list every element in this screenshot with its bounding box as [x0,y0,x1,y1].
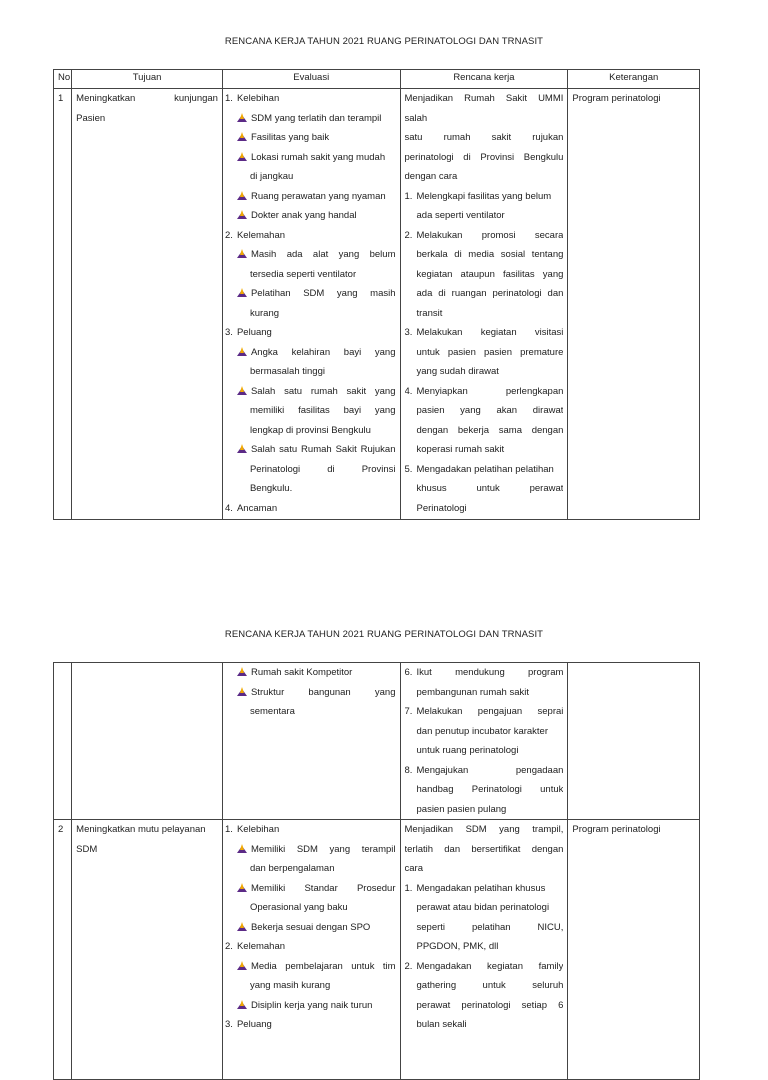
work-plan-table [53,69,700,520]
row-number: 1 [54,89,72,520]
page-title-2: RENCANA KERJA TAHUN 2021 RUANG PERINATOLOGI DAN TRNASIT [224,629,544,640]
list-item: 1. Melengkapi fasilitas yang belum [404,190,552,202]
keterangan-cell: Program perinatologi [568,89,700,520]
bullet-icon [237,148,251,168]
list-item: Disiplin kerja yang naik turun [225,996,396,1016]
list-item: Media pembelajaran untuk tim [225,957,396,977]
bullet-icon [237,957,251,977]
bullet-icon [237,440,251,460]
list-item: 2. Melakukan promosi secara [404,229,564,241]
bullet-icon [237,187,251,207]
bullet-icon [237,840,251,860]
list-item: 8. Mengajukan pengadaan [404,764,564,776]
bullet-icon [237,683,251,703]
bullet-icon [237,109,251,129]
list-item: 2. Mengadakan kegiatan family [404,960,564,972]
work-plan-table-continued [53,662,700,1080]
list-item: 3. Melakukan kegiatan visitasi [404,327,564,338]
list-item: Masih ada alat yang belum [225,245,396,265]
keterangan-cell: Program perinatologi [568,820,700,1080]
list-heading: 4. Ancaman [224,502,278,514]
rencana-kerja-cell: Menjadikan Rumah Sakit UMMI salah satu rumah sakit rujukan perinatologi di Provinsi Bengkulu dengan cara 1. Melengkapi fasilitas yang belum ada seperti ventilator 2. Melakukan promosi secara berkala di media sosial tentang kegiatan ataupun fasilitas yang ada di ruangan perinatologi dan transit 3. Melakukan kegiatan visitasi untuk pasien pasien premature yang sudah dirawat 4. Menyiapkan perlengkapan pasien yang akan dirawat dengan bekerja sama dengan koperasi rumah sakit 5. Mengadakan pelatihan pelatihan khusus untuk perawat Perinatologi [400,89,568,520]
list-item: 7. Melakukan pengajuan seprai [404,706,564,717]
evaluasi-cell: Rumah sakit Kompetitor Struktur bangunan yang sementara [222,663,400,820]
bullet-icon [237,879,251,899]
list-item: Rumah sakit Kompetitor [225,663,396,683]
list-item: Struktur bangunan yang [225,683,396,703]
list-item: Dokter anak yang handal [225,206,396,226]
list-item: Pelatihan SDM yang masih [225,284,396,304]
list-item: 6. Ikut mendukung program [404,667,564,678]
list-item: Angka kelahiran bayi yang [225,343,396,363]
list-item: Salah satu rumah sakit yang [225,382,396,402]
row-number: 2 [54,820,72,1080]
table-header-row [54,70,700,89]
list-item: Memiliki Standar Prosedur [225,879,396,899]
list-item: 5. Mengadakan pelatihan pelatihan [404,463,554,475]
table-row [54,663,700,820]
bullet-icon [237,245,251,265]
header-tujuan: Tujuan [72,70,223,89]
list-item: Lokasi rumah sakit yang mudah [225,148,396,168]
list-item: Fasilitas yang baik [225,128,396,148]
list-item: 1. Mengadakan pelatihan khusus [404,882,546,894]
list-item: Memiliki SDM yang terampil [225,840,396,860]
bullet-icon [237,918,251,938]
evaluasi-cell: 1. Kelebihan Memiliki SDM yang terampil dan berpengalaman Memiliki Standar Prosedur Operasional yang baku Bekerja sesuai dengan SPO 2. Kelemahan Media pembelajaran untuk tim yang masih kurang Disiplin kerja yang naik turun 3. Peluang [222,820,400,1080]
list-heading: 3. Peluang [224,1019,272,1030]
bullet-icon [237,206,251,226]
list-item: Ruang perawatan yang nyaman [225,187,396,207]
list-item: Salah satu Rumah Sakit Rujukan [225,440,396,460]
header-rencana-kerja: Rencana kerja [400,70,568,89]
bullet-icon [237,663,251,683]
list-item: SDM yang terlatih dan terampil [225,109,396,129]
rencana-kerja-cell: Menjadikan SDM yang trampil, terlatih dan bersertifikat dengan cara 1. Mengadakan pelatihan khusus perawat atau bidan perinatologi seperti pelatihan NICU, PPGDON, PMK, dll 2. Mengadakan kegiatan family gathering untuk seluruh perawat perinatologi setiap 6 bulan sekali [400,820,568,1080]
table-row [54,89,700,520]
bullet-icon [237,996,251,1016]
evaluasi-cell: 1. Kelebihan SDM yang terlatih dan terampil Fasilitas yang baik Lokasi rumah sakit yang mudah di jangkau Ruang perawatan yang nyaman Dokter anak yang handal 2. Kelemahan Masih ada alat yang belum tersedia seperti ventilator Pelatihan SDM yang masih kurang 3. Peluang Angka kelahiran bayi yang bermasalah tinggi Salah satu rumah sakit yang memiliki fasilitas bayi yang lengkap di provinsi Bengkulu Salah satu Rumah Sakit Rujukan Perinatologi di Provinsi Bengkulu. 4. Ancaman [222,89,400,520]
bullet-icon [237,284,251,304]
list-heading: 3. Peluang [224,327,272,338]
header-keterangan: Keterangan [568,70,700,89]
header-no: No [54,70,72,89]
tujuan-cell: Meningkatkan kunjungan Pasien [72,89,223,520]
bullet-icon [237,343,251,363]
list-heading: 2. Kelemahan [224,229,286,241]
list-heading: 1. Kelebihan [224,93,280,104]
list-heading: 2. Kelemahan [224,941,286,952]
table-row [54,820,700,1080]
list-heading: 1. Kelebihan [224,824,280,835]
list-item: 4. Menyiapkan perlengkapan [404,385,564,397]
header-evaluasi: Evaluasi [222,70,400,89]
rencana-kerja-cell: 6. Ikut mendukung program pembangunan rumah sakit 7. Melakukan pengajuan seprai dan penutup incubator karakter untuk ruang perinatologi 8. Mengajukan pengadaan handbag Perinatologi untuk pasien pasien pulang [400,663,568,820]
list-item: Bekerja sesuai dengan SPO [225,918,396,938]
bullet-icon [237,128,251,148]
tujuan-cell: Meningkatkan mutu pelayanan SDM [72,820,223,1080]
page-title: RENCANA KERJA TAHUN 2021 RUANG PERINATOLOGI DAN TRNASIT [224,36,544,47]
bullet-icon [237,382,251,402]
